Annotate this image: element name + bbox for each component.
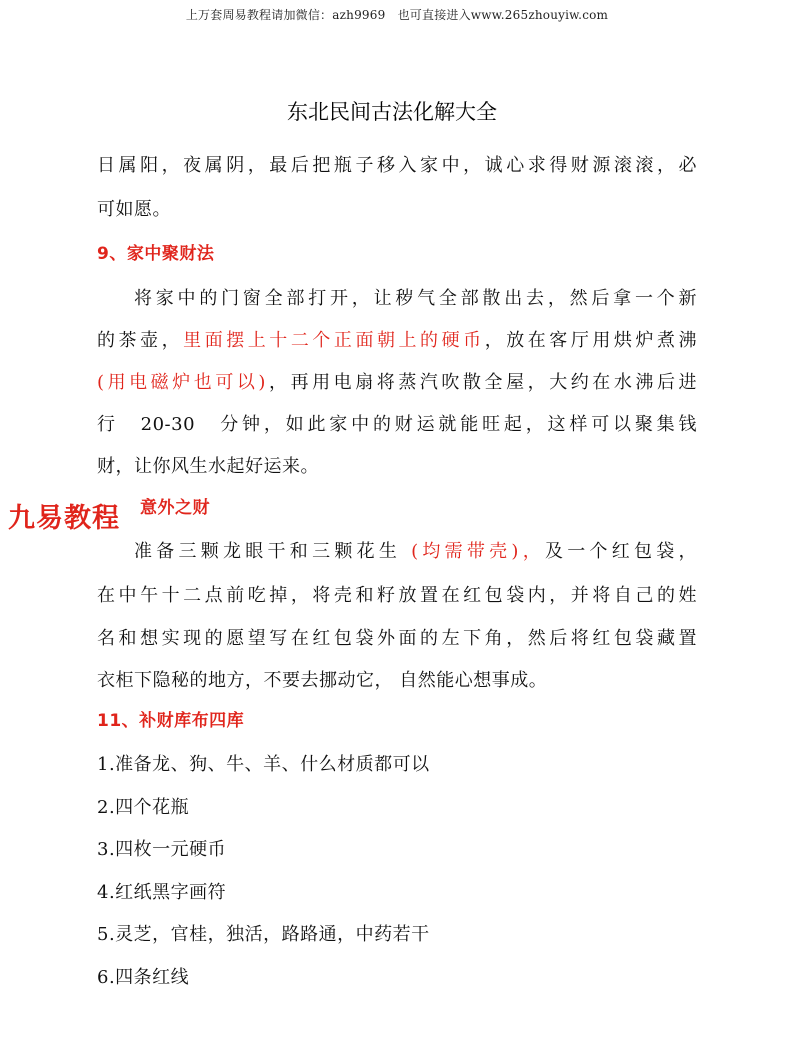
list-item: 2.四个花瓶 [97, 797, 190, 818]
paragraph-line: 财，让你风生水起好运来。 [97, 456, 319, 477]
list-item: 6.四条红线 [97, 967, 190, 988]
section-heading-10: 意外之财 [140, 498, 210, 518]
intro-line: 可如愿。 [97, 199, 171, 220]
section-heading-9: 9、家中聚财法 [97, 244, 215, 264]
list-item: 4.红纸黑字画符 [97, 882, 227, 903]
paragraph-line [97, 329, 697, 353]
text-span: ，放在客厅用烘炉煮沸 [484, 330, 698, 351]
highlight-text: (用电磁炉也可以) [97, 372, 266, 393]
highlight-text: (均需带壳)， [411, 541, 545, 562]
paragraph-line [97, 371, 697, 395]
paragraph-line: 在中午十二点前吃掉，将壳和籽放置在红包袋内，并将自己的姓 [97, 585, 697, 606]
highlight-text: 里面摆上十二个正面朝上的硬币 [183, 330, 485, 351]
text-span: 准备三颗龙眼干和三颗花生 [134, 541, 412, 562]
text-span: 的茶壶， [97, 330, 184, 351]
list-item: 3.四枚一元硬币 [97, 839, 227, 860]
paragraph-line: 衣柜下隐秘的地方，不要去挪动它， 自然能心想事成。 [97, 670, 548, 691]
page-title: 东北民间古法化解大全 [287, 100, 497, 124]
list-item: 1.准备龙、狗、牛、羊、什么材质都可以 [97, 754, 430, 775]
list-item: 5.灵芝，官桂，独活，路路通，中药若干 [97, 924, 430, 945]
top-banner: 上万套周易教程请加微信：azh9969 也可直接进入www.265zhouyiw.com [185, 8, 609, 22]
section-heading-11: 11、补财库布四库 [97, 711, 245, 731]
paragraph-line: 名和想实现的愿望写在红包袋外面的左下角，然后将红包袋藏置 [97, 628, 697, 649]
paragraph-line [134, 540, 697, 564]
watermark-logo: 九易教程 [8, 503, 120, 534]
paragraph-line: 将家中的门窗全部打开，让秽气全部散出去，然后拿一个新 [134, 288, 697, 309]
paragraph-line: 行 20-30 分钟，如此家中的财运就能旺起，这样可以聚集钱 [97, 414, 697, 435]
intro-line: 日属阳，夜属阴，最后把瓶子移入家中，诚心求得财源滚滚，必 [97, 155, 697, 176]
text-span: ，再用电扇将蒸汽吹散全屋，大约在水沸后进 [265, 372, 698, 393]
text-span: 及一个红包袋， [544, 541, 698, 562]
